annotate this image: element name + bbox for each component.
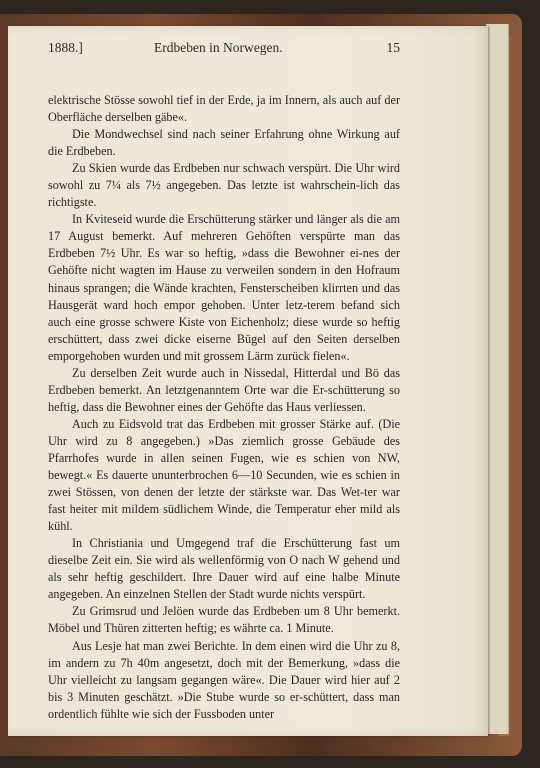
paragraph: In Christiania und Umgegend traf die Erschütterung fast um dieselbe Zeit ein. Sie wird als wellenförmig von O nach W gehend und als sehr heftig geschildert. Ihre Dauer wird auf eine halbe Minute angegeben. An einzelnen Stellen der Stadt wurde nichts verspürt. [48, 536, 400, 602]
paragraph: Zu derselben Zeit wurde auch in Nissedal, Hitterdal und Bö das Erdbeben bemerkt. An letztgenanntem Orte war die Er-schütterung so heftig, dass die Bewohner eines der Gehöfte das Haus verliessen. [48, 365, 400, 414]
paragraph: Aus Lesje hat man zwei Berichte. In dem einen wird die Uhr zu 8, im andern zu 7h 40m angesetzt, doch mit der Bemerkung, »dass die Uhr vielleicht zu langsam gegangen wäre«. Die Dauer wird hier auf 2 bis 3 Minuten geschätzt. »Die Stube wurde so er-schüttert, dass man ordentlich fühlte wie sich der Fussboden unter [48, 638, 400, 721]
running-header [48, 40, 400, 60]
paragraph: Zu Skien wurde das Erdbeben nur schwach verspürt. Die Uhr wird sowohl zu 7¼ als 7½ angegeben. Das letzte ist wahrschein-lich das richtigste. [48, 161, 400, 210]
page-stack [486, 24, 509, 734]
paragraph: Zu Grimsrud und Jelöen wurde das Erdbeben um 8 Uhr bemerkt. Möbel und Thüren zitterten heftig; es währte ca. 1 Minute. [48, 604, 400, 636]
page-number: 15 [386, 40, 400, 55]
paragraph: elektrische Stösse sowohl tief in der Erde, ja im Innern, als auch auf der Oberfläche derselben gäbe«. [48, 93, 400, 125]
paragraph: Die Mondwechsel sind nach seiner Erfahrung ohne Wirkung auf die Erdbeben. [48, 127, 400, 159]
paragraph: Auch zu Eidsvold trat das Erdbeben mit grosser Stärke auf. (Die Uhr wird zu 8 angegeben.) »Das ziemlich grosse Gebäude des Pfarrhofes wurde in allen seinen Fugen, wie es schien von NW, bewegt.« Es dauerte ununterbrochen 6—10 Secunden, wie es schien in zwei Stössen, von denen der letzte der stärkste war. Das Wet-ter war fast heiter mit mildem südlichem Winde, die Temperatur eher mild als kühl. [48, 416, 400, 534]
body-text [48, 92, 400, 723]
header-year: 1888.] [48, 40, 83, 55]
header-title: Erdbeben in Norwegen. [154, 40, 283, 55]
paragraph: In Kviteseid wurde die Erschütterung stärker und länger als die am 17 August bemerkt. Auf mehreren Gehöften verspürte man das Erdbeben 7½ Uhr. Es war so heftig, »dass die Bewohner ei-nes der Gehöfte nicht wagten im Hause zu verweilen sondern in den Hofraum hinaus sprangen; die Wände krachten, Fensterscheiben klirrten und das Hausgerät ward hoch empor gehoben. Unter letz-terem befand sich auch eine grosse schwere Kiste von Eichenholz; diese wurde so heftig erschüttert, dass zwei dicke eiserne Bügel auf den Seiten derselben emporgehoben wurden und mit grossem Lärm zurück fielen«. [48, 212, 400, 363]
